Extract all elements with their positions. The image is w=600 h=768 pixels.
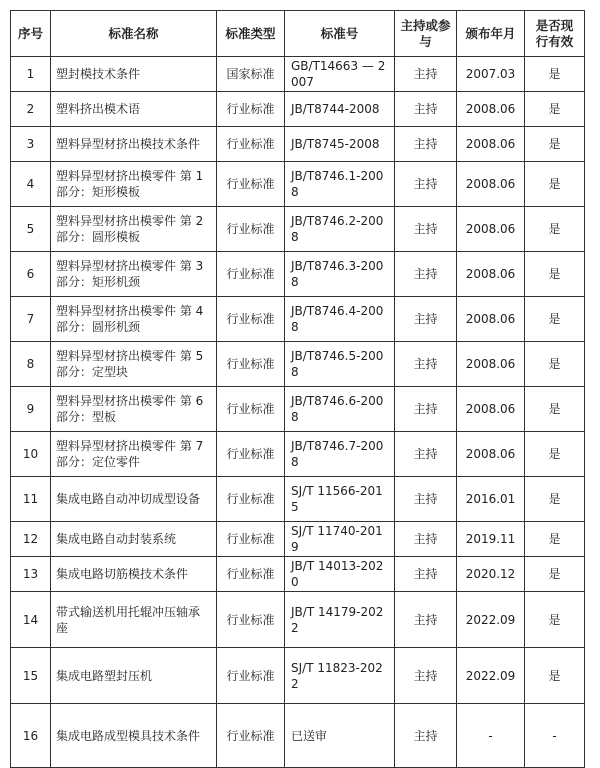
cell-standard-code: GB/T14663 — 2007 <box>285 57 395 92</box>
cell-standard-type: 行业标准 <box>217 252 285 297</box>
cell-standard-name: 集成电路塑封压机 <box>51 648 217 704</box>
table-row <box>11 704 585 768</box>
table-row <box>11 342 585 387</box>
cell-standard-name: 塑料异型材挤出模技术条件 <box>51 127 217 162</box>
cell-standard-code: JB/T 14013-2020 <box>285 557 395 592</box>
cell-standard-name: 塑封模技术条件 <box>51 57 217 92</box>
cell-standard-type: 行业标准 <box>217 92 285 127</box>
cell-issue-date: 2008.06 <box>457 92 525 127</box>
cell-standard-code: JB/T8746.6-2008 <box>285 387 395 432</box>
cell-standard-code: JB/T8746.1-2008 <box>285 162 395 207</box>
table-row <box>11 648 585 704</box>
cell-index: 7 <box>11 297 51 342</box>
cell-standard-name: 集成电路自动封装系统 <box>51 522 217 557</box>
cell-validity: 是 <box>525 592 585 648</box>
cell-index: 2 <box>11 92 51 127</box>
cell-standard-type: 行业标准 <box>217 127 285 162</box>
cell-index: 1 <box>11 57 51 92</box>
standards-table-container <box>10 10 585 768</box>
cell-index: 3 <box>11 127 51 162</box>
cell-index: 12 <box>11 522 51 557</box>
cell-validity: 是 <box>525 162 585 207</box>
cell-issue-date: 2007.03 <box>457 57 525 92</box>
cell-role: 主持 <box>395 297 457 342</box>
table-row <box>11 592 585 648</box>
cell-standard-name: 塑料异型材挤出模零件 第 1 部分：矩形模板 <box>51 162 217 207</box>
cell-standard-name: 塑料异型材挤出模零件 第 5 部分：定型块 <box>51 342 217 387</box>
cell-role: 主持 <box>395 162 457 207</box>
cell-index: 5 <box>11 207 51 252</box>
cell-standard-code: JB/T8746.3-2008 <box>285 252 395 297</box>
table-row <box>11 92 585 127</box>
header-row <box>11 11 585 57</box>
cell-issue-date: 2008.06 <box>457 432 525 477</box>
cell-standard-type: 行业标准 <box>217 648 285 704</box>
cell-issue-date: 2019.11 <box>457 522 525 557</box>
cell-standard-type: 行业标准 <box>217 477 285 522</box>
header-index: 序号 <box>11 11 51 57</box>
header-standard-type: 标准类型 <box>217 11 285 57</box>
cell-index: 8 <box>11 342 51 387</box>
table-row <box>11 522 585 557</box>
standards-table <box>10 10 585 768</box>
header-standard-name: 标准名称 <box>51 11 217 57</box>
cell-standard-type: 行业标准 <box>217 592 285 648</box>
cell-standard-code: JB/T8745-2008 <box>285 127 395 162</box>
cell-issue-date: 2020.12 <box>457 557 525 592</box>
cell-role: 主持 <box>395 592 457 648</box>
cell-standard-name: 集成电路成型模具技术条件 <box>51 704 217 768</box>
cell-role: 主持 <box>395 432 457 477</box>
cell-validity: 是 <box>525 297 585 342</box>
table-row <box>11 127 585 162</box>
table-body <box>11 57 585 768</box>
cell-standard-type: 行业标准 <box>217 432 285 477</box>
cell-standard-code: JB/T8746.7-2008 <box>285 432 395 477</box>
cell-validity: 是 <box>525 477 585 522</box>
cell-issue-date: 2016.01 <box>457 477 525 522</box>
cell-validity: 是 <box>525 387 585 432</box>
cell-validity: 是 <box>525 342 585 387</box>
cell-issue-date: 2008.06 <box>457 252 525 297</box>
cell-role: 主持 <box>395 704 457 768</box>
cell-role: 主持 <box>395 648 457 704</box>
cell-index: 10 <box>11 432 51 477</box>
cell-standard-name: 塑料异型材挤出模零件 第 6 部分：型板 <box>51 387 217 432</box>
cell-standard-code: SJ/T 11823-2022 <box>285 648 395 704</box>
cell-standard-code: JB/T 14179-2022 <box>285 592 395 648</box>
cell-standard-type: 行业标准 <box>217 342 285 387</box>
header-validity: 是否现行有效 <box>525 11 585 57</box>
cell-index: 15 <box>11 648 51 704</box>
cell-index: 13 <box>11 557 51 592</box>
cell-issue-date: 2008.06 <box>457 162 525 207</box>
cell-index: 14 <box>11 592 51 648</box>
cell-validity: 是 <box>525 252 585 297</box>
table-row <box>11 387 585 432</box>
cell-issue-date: 2022.09 <box>457 592 525 648</box>
cell-role: 主持 <box>395 557 457 592</box>
cell-standard-type: 行业标准 <box>217 297 285 342</box>
cell-standard-name: 塑料异型材挤出模零件 第 4 部分：圆形机颈 <box>51 297 217 342</box>
cell-index: 4 <box>11 162 51 207</box>
cell-standard-name: 塑料挤出模术语 <box>51 92 217 127</box>
table-row <box>11 297 585 342</box>
cell-validity: 是 <box>525 207 585 252</box>
cell-issue-date: 2008.06 <box>457 207 525 252</box>
header-issue-date: 颁布年月 <box>457 11 525 57</box>
cell-standard-code: JB/T8746.2-2008 <box>285 207 395 252</box>
cell-standard-type: 行业标准 <box>217 387 285 432</box>
cell-standard-type: 国家标准 <box>217 57 285 92</box>
cell-role: 主持 <box>395 387 457 432</box>
cell-role: 主持 <box>395 477 457 522</box>
table-row <box>11 162 585 207</box>
table-row <box>11 207 585 252</box>
cell-standard-type: 行业标准 <box>217 522 285 557</box>
cell-standard-name: 集成电路切筋模技术条件 <box>51 557 217 592</box>
cell-issue-date: 2022.09 <box>457 648 525 704</box>
header-role: 主持或参与 <box>395 11 457 57</box>
cell-validity: 是 <box>525 432 585 477</box>
cell-role: 主持 <box>395 127 457 162</box>
cell-validity: 是 <box>525 648 585 704</box>
cell-index: 11 <box>11 477 51 522</box>
cell-standard-code: SJ/T 11740-2019 <box>285 522 395 557</box>
cell-index: 6 <box>11 252 51 297</box>
cell-role: 主持 <box>395 207 457 252</box>
cell-standard-name: 集成电路自动冲切成型设备 <box>51 477 217 522</box>
cell-standard-code: JB/T8744-2008 <box>285 92 395 127</box>
cell-index: 16 <box>11 704 51 768</box>
cell-validity: 是 <box>525 127 585 162</box>
cell-validity: 是 <box>525 57 585 92</box>
cell-issue-date: 2008.06 <box>457 297 525 342</box>
table-row <box>11 432 585 477</box>
cell-standard-code: SJ/T 11566-2015 <box>285 477 395 522</box>
cell-issue-date: 2008.06 <box>457 342 525 387</box>
cell-index: 9 <box>11 387 51 432</box>
cell-role: 主持 <box>395 342 457 387</box>
cell-role: 主持 <box>395 92 457 127</box>
cell-standard-code: JB/T8746.5-2008 <box>285 342 395 387</box>
cell-issue-date: 2008.06 <box>457 127 525 162</box>
cell-standard-name: 塑料异型材挤出模零件 第 7 部分：定位零件 <box>51 432 217 477</box>
cell-validity: - <box>525 704 585 768</box>
table-row <box>11 252 585 297</box>
cell-validity: 是 <box>525 522 585 557</box>
cell-standard-code: JB/T8746.4-2008 <box>285 297 395 342</box>
cell-standard-name: 塑料异型材挤出模零件 第 3 部分：矩形机颈 <box>51 252 217 297</box>
cell-role: 主持 <box>395 57 457 92</box>
cell-role: 主持 <box>395 252 457 297</box>
table-header <box>11 11 585 57</box>
header-standard-code: 标准号 <box>285 11 395 57</box>
cell-standard-name: 塑料异型材挤出模零件 第 2 部分：圆形模板 <box>51 207 217 252</box>
cell-standard-type: 行业标准 <box>217 207 285 252</box>
cell-issue-date: - <box>457 704 525 768</box>
cell-standard-type: 行业标准 <box>217 557 285 592</box>
table-row <box>11 557 585 592</box>
table-row <box>11 477 585 522</box>
cell-issue-date: 2008.06 <box>457 387 525 432</box>
cell-role: 主持 <box>395 522 457 557</box>
cell-standard-code: 已送审 <box>285 704 395 768</box>
cell-standard-type: 行业标准 <box>217 704 285 768</box>
table-row <box>11 57 585 92</box>
cell-standard-name: 带式输送机用托辊冲压轴承座 <box>51 592 217 648</box>
cell-validity: 是 <box>525 92 585 127</box>
cell-validity: 是 <box>525 557 585 592</box>
cell-standard-type: 行业标准 <box>217 162 285 207</box>
